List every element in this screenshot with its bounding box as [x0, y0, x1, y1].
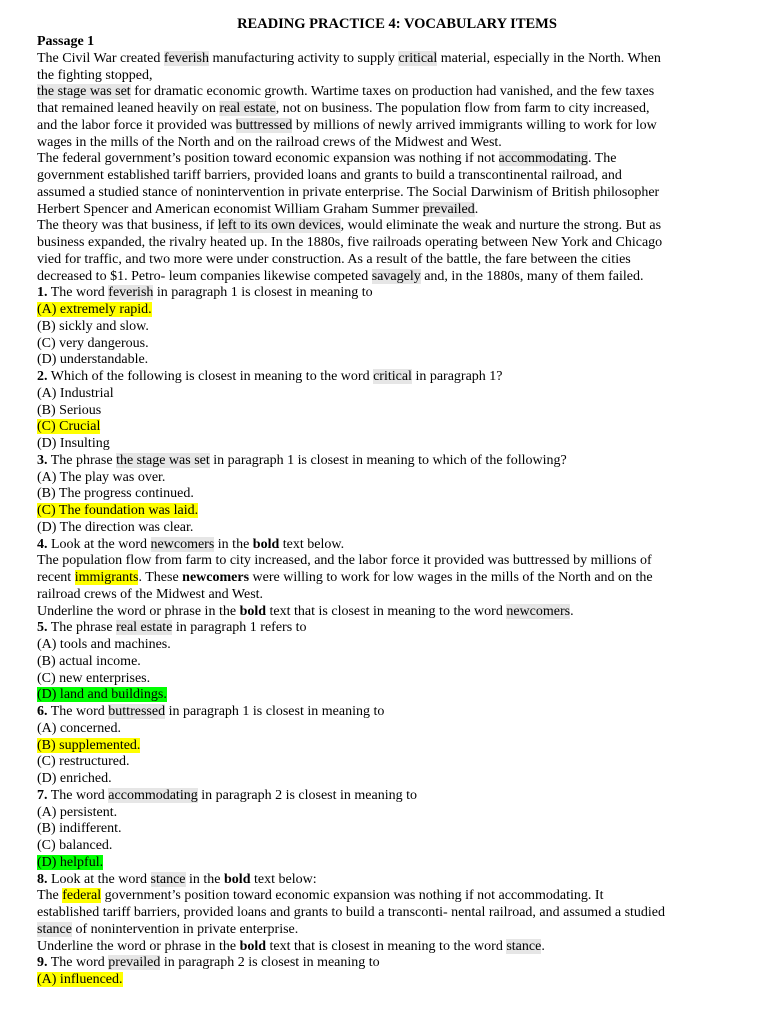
- answer-option[interactable]: [37, 302, 737, 319]
- text-line: The federal government’s position toward economic expansion was nothing if not accommodating. The: [37, 151, 617, 167]
- text-line: decreased to $1. Petro- leum companies likewise competed savagely and, in the 1880s, many of them failed.: [37, 268, 644, 284]
- bold-text-line: The federal government’s position toward economic expansion was nothing if not accommodating. It: [37, 888, 604, 904]
- vocab-term: buttressed: [108, 704, 166, 719]
- question-9: [37, 955, 737, 989]
- answer-option[interactable]: (B) actual income.: [37, 653, 141, 669]
- text-line: The theory was that business, if left to its own devices, would eliminate the weak and nurture the strong. But as: [37, 218, 662, 234]
- text-line: The Civil War created feverish manufacturing activity to supply critical material, especially in the North. When: [37, 50, 661, 66]
- bold-text-line: The population flow from farm to city increased, and the labor force it provided was buttressed by millions of: [37, 553, 652, 569]
- vocab-term: stance: [506, 938, 542, 954]
- vocab-term: stance: [37, 921, 72, 937]
- answer-option[interactable]: (B) Serious: [37, 402, 102, 418]
- bold-text-line: railroad crews of the Midwest and West.: [37, 586, 264, 602]
- answer-option[interactable]: [37, 738, 737, 755]
- highlighted-answer: (A) extremely rapid.: [37, 302, 152, 317]
- paragraph-2: [37, 151, 737, 218]
- text-line: vied for traffic, and two more were under construction. As a result of the battle, the fare between the cities: [37, 251, 631, 267]
- vocab-term: prevailed: [108, 955, 161, 971]
- text-line: business expanded, the rivalry heated up. In the 1880s, five railroads operating between New York and Chicago: [37, 235, 663, 250]
- vocab-term: feverish: [108, 285, 154, 301]
- question-3: [37, 453, 737, 537]
- question-8: [37, 872, 737, 956]
- vocab-term: stance: [150, 871, 186, 887]
- answer-option[interactable]: (A) persistent.: [37, 804, 118, 820]
- vocab-term: prevailed: [422, 201, 475, 217]
- vocab-term: buttressed: [235, 117, 293, 133]
- question-stem: 9. The word prevailed in paragraph 2 is closest in meaning to: [37, 955, 380, 971]
- text-line: wages in the mills of the North and on the railroad crews of the Midwest and West.: [37, 134, 502, 150]
- text-line: Herbert Spencer and American economist William Graham Summer prevailed.: [37, 201, 479, 217]
- vocab-term: newcomers: [506, 603, 571, 619]
- page-title: READING PRACTICE 4: VOCABULARY ITEMS: [237, 16, 557, 32]
- vocab-term: accommodating: [498, 151, 588, 167]
- question-stem: 8. Look at the word stance in the bold text below:: [37, 871, 317, 887]
- question-stem: 5. The phrase real estate in paragraph 1 refers to: [37, 620, 307, 636]
- answer-option[interactable]: (D) enriched.: [37, 771, 112, 786]
- answer-option[interactable]: [37, 503, 737, 520]
- answer-option[interactable]: [37, 419, 737, 436]
- question-stem: 4. Look at the word newcomers in the bold text below.: [37, 536, 345, 552]
- question-stem: 7. The word accommodating in paragraph 2 is closest in meaning to: [37, 787, 418, 803]
- highlighted-answer: (D) helpful.: [37, 854, 104, 870]
- text-line: that remained leaned heavily on real estate, not on business. The population flow from farm to city increased,: [37, 101, 650, 116]
- answer-option[interactable]: [37, 687, 737, 704]
- answer-option[interactable]: (D) The direction was clear.: [37, 519, 194, 535]
- bold-text-line: recent immigrants. These newcomers were willing to work for low wages in the mills of the North and on the: [37, 570, 653, 585]
- vocab-term: left to its own devices: [217, 218, 341, 234]
- highlighted-answer: federal: [62, 888, 102, 904]
- vocab-term: real estate: [116, 620, 173, 636]
- question-stem: 6. The word buttressed in paragraph 1 is closest in meaning to: [37, 704, 385, 719]
- question-5: [37, 620, 737, 704]
- question-2: [37, 369, 737, 453]
- question-6: [37, 704, 737, 788]
- vocab-term: real estate: [219, 101, 276, 116]
- bold-text-line: stance of nonintervention in private enterprise.: [37, 921, 299, 937]
- question-stem: 2. Which of the following is closest in meaning to the word critical in paragraph 1?: [37, 369, 503, 384]
- answer-option[interactable]: (C) restructured.: [37, 754, 130, 770]
- highlighted-answer: (C) Crucial: [37, 419, 101, 435]
- vocab-term: newcomers: [150, 536, 215, 552]
- vocab-term: savagely: [371, 268, 421, 284]
- answer-option[interactable]: (A) tools and machines.: [37, 637, 171, 652]
- text-line: the stage was set for dramatic economic growth. Wartime taxes on production had vanished, and the few taxes: [37, 84, 655, 100]
- vocab-term: critical: [398, 50, 438, 66]
- answer-option[interactable]: (B) indifferent.: [37, 821, 122, 837]
- answer-option[interactable]: (B) The progress continued.: [37, 486, 194, 502]
- answer-option[interactable]: [37, 972, 737, 989]
- question-stem: 3. The phrase the stage was set in paragraph 1 is closest in meaning to which of the following?: [37, 452, 567, 468]
- answer-option[interactable]: (B) sickly and slow.: [37, 318, 149, 334]
- bold-text-line: established tariff barriers, provided loans and grants to build a transconti- nental railroad, and assumed a studied: [37, 905, 666, 920]
- vocab-term: critical: [373, 369, 412, 384]
- answer-option[interactable]: (A) concerned.: [37, 720, 121, 736]
- instruction-line: Underline the word or phrase in the bold text that is closest in meaning to the word stance.: [37, 938, 545, 954]
- question-1: [37, 285, 737, 369]
- highlighted-answer: (A) influenced.: [37, 972, 123, 987]
- question-stem: 1. The word feverish in paragraph 1 is closest in meaning to: [37, 285, 373, 301]
- text-line: government established tariff barriers, provided loans and grants to build a transcontinental railroad, and: [37, 168, 622, 183]
- question-7: [37, 788, 737, 872]
- vocab-term: the stage was set: [116, 452, 210, 468]
- paragraph-3: [37, 218, 737, 285]
- answer-option[interactable]: (D) Insulting: [37, 436, 110, 451]
- text-line: the fighting stopped,: [37, 67, 153, 83]
- text-line: assumed a studied stance of nonintervention in private enterprise. The Social Darwinism of British philosopher: [37, 184, 660, 200]
- answer-option[interactable]: (A) The play was over.: [37, 469, 166, 485]
- highlighted-answer: (B) supplemented.: [37, 737, 141, 753]
- question-4: [37, 537, 737, 621]
- answer-option[interactable]: (D) understandable.: [37, 352, 149, 368]
- answer-option[interactable]: (C) very dangerous.: [37, 335, 149, 351]
- vocab-term: accommodating: [108, 787, 198, 803]
- vocab-term: the stage was set: [37, 84, 131, 100]
- answer-option[interactable]: (C) balanced.: [37, 838, 113, 853]
- passage-label: Passage 1: [37, 34, 95, 49]
- vocab-term: feverish: [163, 50, 209, 66]
- highlighted-answer: (C) The foundation was laid.: [37, 503, 199, 518]
- answer-option[interactable]: (A) Industrial: [37, 385, 114, 401]
- highlighted-answer: (D) land and buildings.: [37, 687, 167, 703]
- answer-option[interactable]: [37, 855, 737, 872]
- paragraph-1: [37, 51, 737, 152]
- document: [37, 14, 737, 989]
- highlighted-answer: immigrants: [74, 570, 139, 585]
- text-line: and the labor force it provided was buttressed by millions of newly arrived immigrants willing to work for low: [37, 117, 657, 133]
- answer-option[interactable]: (C) new enterprises.: [37, 670, 151, 686]
- instruction-line: Underline the word or phrase in the bold text that is closest in meaning to the word newcomers.: [37, 603, 574, 619]
